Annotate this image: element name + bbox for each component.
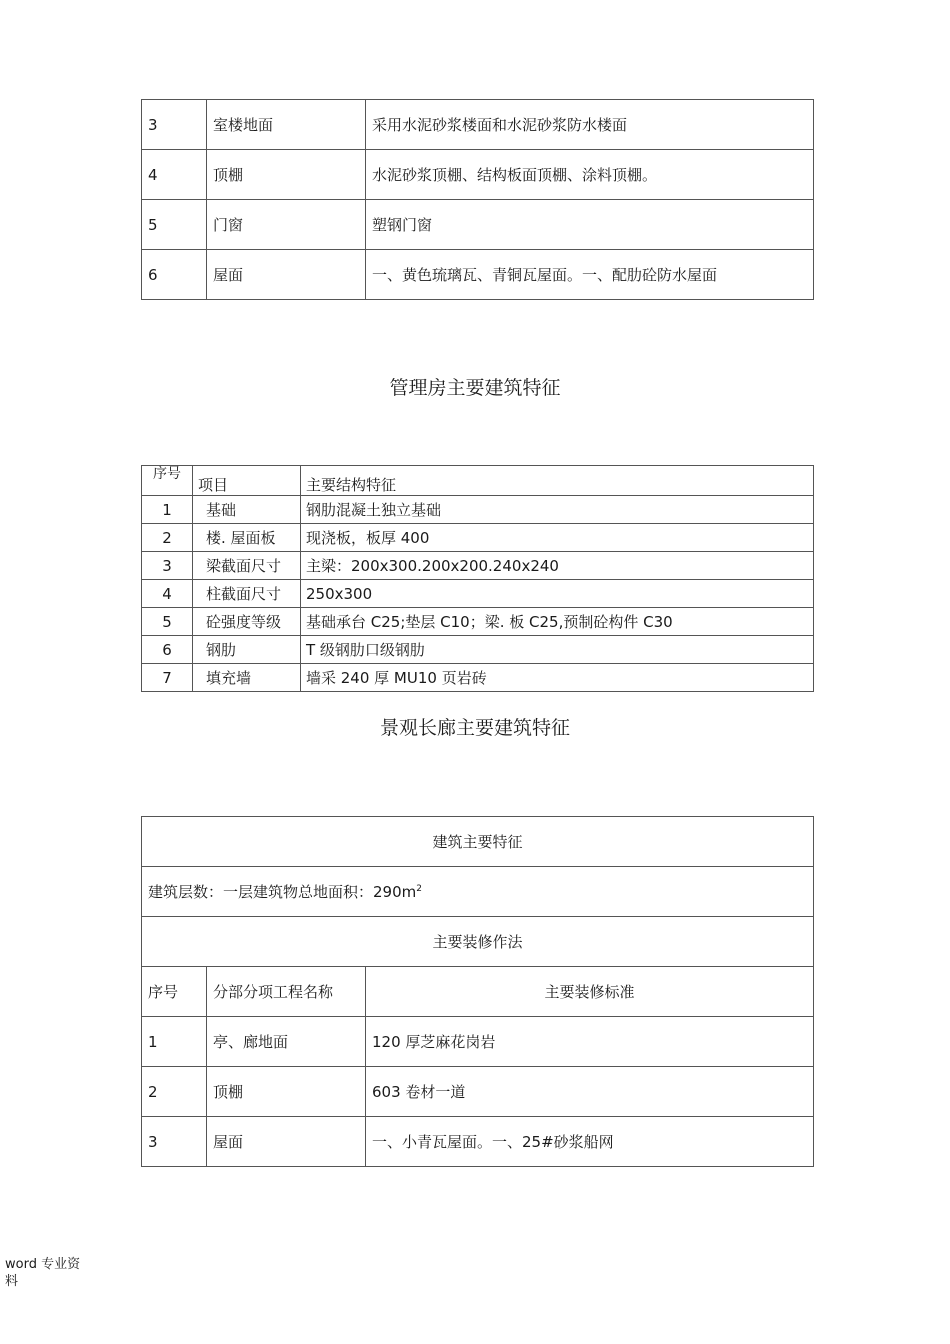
building-info: [142, 867, 814, 917]
section-title-landscape-corridor: 景观长廊主要建筑特征: [379, 717, 570, 739]
cell-item: 柱截面尺寸: [193, 580, 301, 608]
cell-item: 室楼地面: [207, 100, 366, 150]
table-row: [142, 608, 814, 636]
cell-no: 3: [142, 100, 207, 150]
cell-item: 顶棚: [207, 1067, 366, 1117]
header-item: 分部分项工程名称: [207, 967, 366, 1017]
cell-no: 1: [142, 496, 193, 524]
cell-item: 楼. 屋面板: [193, 524, 301, 552]
cell-item: 梁截面尺寸: [193, 552, 301, 580]
table-row: [142, 200, 814, 250]
cell-desc: 钢肋混凝土独立基础: [301, 496, 814, 524]
table-row: [142, 580, 814, 608]
building-info-text: 建筑层数：一层建筑物总地面积：290m: [148, 883, 417, 901]
header-no: 序号: [142, 466, 193, 496]
table-row: [142, 100, 814, 150]
corridor-table: [141, 816, 814, 1167]
table-header-row: [142, 817, 814, 867]
cell-no: 2: [142, 1067, 207, 1117]
area-unit-superscript: 2: [416, 884, 422, 894]
cell-no: 5: [142, 200, 207, 250]
cell-desc: 基础承台 C25;垫层 C10；梁. 板 C25,预制砼构件 C30: [301, 608, 814, 636]
cell-item: 砼强度等级: [193, 608, 301, 636]
cell-desc: 采用水泥砂浆楼面和水泥砂浆防水楼面: [366, 100, 814, 150]
cell-item: 亭、廊地面: [207, 1017, 366, 1067]
table-row: [142, 1017, 814, 1067]
cell-desc: 现浇板，板厚 400: [301, 524, 814, 552]
table-row: [142, 250, 814, 300]
cell-desc: 一、黄色琉璃瓦、青铜瓦屋面。一、配肋砼防水屋面: [366, 250, 814, 300]
header-main-features: 建筑主要特征: [142, 817, 814, 867]
table-row: [142, 636, 814, 664]
header-no: 序号: [142, 967, 207, 1017]
table-row: [142, 1067, 814, 1117]
section-title-management-house: 管理房主要建筑特征: [389, 377, 561, 399]
table-row: [142, 1117, 814, 1167]
cell-no: 4: [142, 150, 207, 200]
subheader-decoration: 主要装修作法: [142, 917, 814, 967]
cell-desc: 603 卷材一道: [366, 1067, 814, 1117]
cell-item: 填充墙: [193, 664, 301, 692]
table-row: [142, 552, 814, 580]
cell-no: 4: [142, 580, 193, 608]
table-row: [142, 496, 814, 524]
cell-desc: 塑钢门窗: [366, 200, 814, 250]
cell-item: 屋面: [207, 1117, 366, 1167]
table-row: [142, 524, 814, 552]
info-row: [142, 867, 814, 917]
cell-item: 顶棚: [207, 150, 366, 200]
cell-desc: 250x300: [301, 580, 814, 608]
cell-desc: 水泥砂浆顶棚、结构板面顶棚、涂料顶棚。: [366, 150, 814, 200]
cell-item: 钢肋: [193, 636, 301, 664]
decoration-table-top: [141, 99, 814, 300]
table-row: [142, 150, 814, 200]
cell-desc: 墙采 240 厚 MU10 页岩砖: [301, 664, 814, 692]
cell-desc: 120 厚芝麻花岗岩: [366, 1017, 814, 1067]
cell-no: 7: [142, 664, 193, 692]
cell-desc: T 级钢肋口级钢肋: [301, 636, 814, 664]
cell-no: 6: [142, 250, 207, 300]
cell-no: 6: [142, 636, 193, 664]
header-item: 项目: [193, 466, 301, 496]
footer-note: word 专业资料: [5, 1257, 81, 1289]
cell-no: 2: [142, 524, 193, 552]
header-desc: 主要装修标准: [366, 967, 814, 1017]
structure-table: [141, 465, 814, 692]
cell-no: 5: [142, 608, 193, 636]
table-row: [142, 664, 814, 692]
cell-desc: 主梁：200x300.200x200.240x240: [301, 552, 814, 580]
cell-item: 门窗: [207, 200, 366, 250]
column-header-row: [142, 967, 814, 1017]
cell-item: 基础: [193, 496, 301, 524]
cell-no: 3: [142, 552, 193, 580]
cell-item: 屋面: [207, 250, 366, 300]
cell-desc: 一、小青瓦屋面。一、25#砂浆船网: [366, 1117, 814, 1167]
table-header-row: [142, 466, 814, 496]
cell-no: 3: [142, 1117, 207, 1167]
subheader-row: [142, 917, 814, 967]
cell-no: 1: [142, 1017, 207, 1067]
header-desc: 主要结构特征: [301, 466, 814, 496]
